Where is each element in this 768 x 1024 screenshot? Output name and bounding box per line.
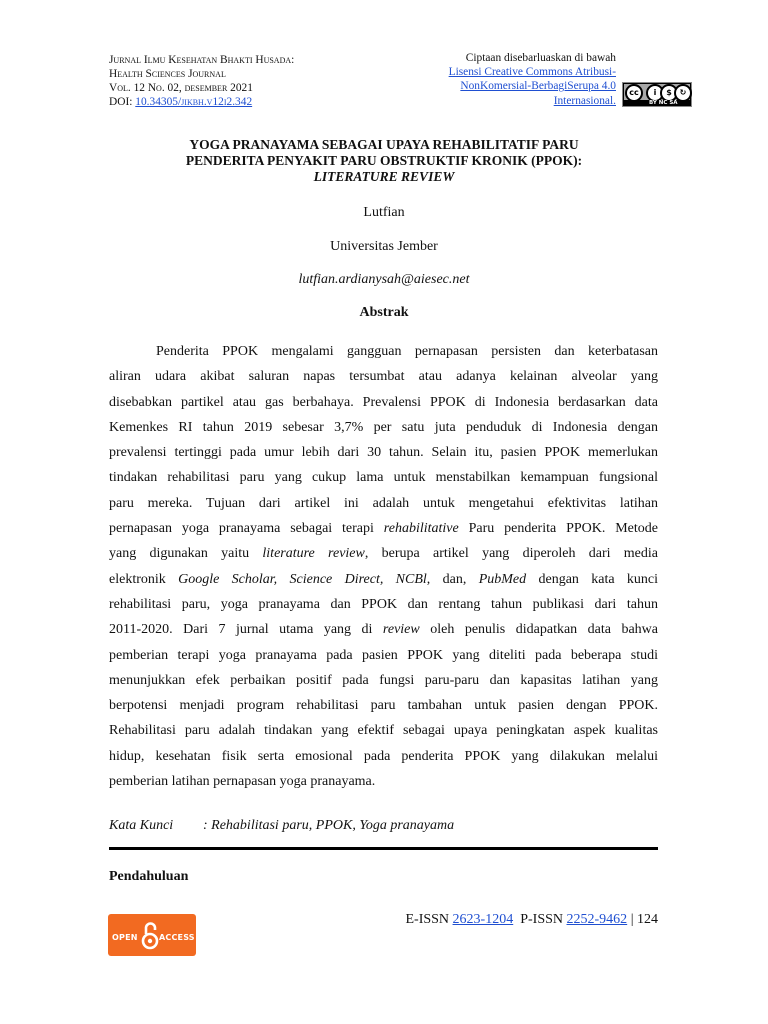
abstract-italic-term: Google Scholar, Science Direct, NCBl <box>178 571 427 587</box>
license-link-line4[interactable]: Internasional. <box>553 94 616 107</box>
abstract-line: tindakan rehabilitasi paru yang cukup lama untuk menstabilkan kemampuan fungsional <box>109 470 658 486</box>
abstract-text: Paru penderita PPOK. Metode <box>458 521 659 537</box>
abstract-line: prevalensi tertinggi pada umur lebih dari 30 tahun. Selain itu, pasien PPOK memerlukan <box>109 445 658 461</box>
author-affiliation: Universitas Jember <box>330 239 438 254</box>
title-line3: LITERATURE REVIEW <box>313 169 455 184</box>
cc-license-badge[interactable] <box>622 82 692 107</box>
doi-line <box>109 95 399 109</box>
abstract-line: rehabilitasi paru, yoga pranayama dan PPOK dan rentang tahun publikasi dari tahun <box>109 596 658 612</box>
license-note <box>376 51 616 108</box>
open-access-text-left: OPEN <box>112 933 138 942</box>
keywords-text: : Rehabilitasi paru, PPOK, Yoga pranayama <box>203 818 455 833</box>
doi-label: DOI: <box>109 96 133 108</box>
abstract-line <box>109 516 658 541</box>
abstract-heading: Abstrak <box>359 305 409 320</box>
open-access-text-right: ACCESS <box>159 933 195 942</box>
abstract-italic-term: PubMed <box>478 571 527 587</box>
abstract-text: 2011-2020. Dari 7 jurnal utama yang di <box>109 622 383 638</box>
title-line1: YOGA PRANAYAMA SEBAGAI UPAYA REHABILITATIF PARU <box>189 137 579 152</box>
author-name: Lutfian <box>363 205 405 220</box>
abstract-text: pernapasan yoga pranayama sebagai terapi <box>109 521 384 537</box>
cc-icon: cc <box>625 84 643 102</box>
abstract-line: Penderita PPOK mengalami gangguan pernapasan persisten dan keterbatasan <box>156 344 658 359</box>
open-lock-icon <box>141 920 159 950</box>
abstract-line: menunjukkan efek perbaikan positif pada fungsi paru-paru dan kapasitas latihan yang <box>109 672 658 688</box>
abstract-line: hidup, kesehatan fisik serta emosional pada penderita PPOK yang dilakukan melalui <box>109 748 658 764</box>
abstract-line: Kemenkes RI tahun 2019 sebesar 3,7% per satu juta penduduk di Indonesia dengan <box>109 419 658 435</box>
abstract-line: aliran udara akibat saluran napas tersumbat atau adanya kelainan alveolar yang <box>109 369 658 385</box>
abstract-line <box>109 541 658 566</box>
abstract-text: , berupa artikel yang diperoleh dari media <box>364 546 658 562</box>
abstract-text: oleh penulis didapatkan data bahwa <box>419 622 659 638</box>
sa-icon: ↻ <box>674 84 692 102</box>
eissn-link[interactable]: 2623-1204 <box>452 912 514 927</box>
abstract-italic-term: rehabilitative <box>383 521 459 537</box>
pissn-link[interactable]: 2252-9462 <box>566 912 628 927</box>
pissn-label: P-ISSN <box>513 912 567 927</box>
abstract-line: pemberian latihan pernapasan yoga pranayama. <box>109 774 376 790</box>
section-divider <box>109 847 658 850</box>
doi-link[interactable]: 10.34305/jikbh.v12i2.342 <box>135 96 253 108</box>
abstract-body <box>109 339 658 794</box>
nc-icon: $ <box>660 84 678 102</box>
abstract-line: berpotensi menjadi program rehabilitasi paru tambahan untuk pasien dengan PPOK. <box>109 698 658 714</box>
keywords-label: Kata Kunci <box>109 818 174 833</box>
abstract-text: , dan, <box>426 571 479 587</box>
abstract-line <box>109 617 658 642</box>
abstract-line: pemberian terapi yoga pranayama pada pasien PPOK yang diteliti pada beberapa studi <box>109 647 658 663</box>
abstract-line <box>109 567 658 592</box>
journal-volume: Vol. 12 No. 02, desember 2021 <box>109 82 253 94</box>
journal-name-line2: Health Sciences Journal <box>109 68 226 80</box>
title-line2: PENDERITA PENYAKIT PARU OBSTRUKTIF KRONIK (PPOK): <box>185 153 583 168</box>
issn-line <box>405 912 658 928</box>
license-link-line2[interactable]: Lisensi Creative Commons Atribusi- <box>448 66 616 79</box>
abstract-line: disebabkan partikel atau gas berbahaya. Prevalensi PPOK di Indonesia berdasarkan data <box>109 394 658 410</box>
author-email: lutfian.ardianysah@aiesec.net <box>298 272 470 287</box>
license-link-line3[interactable]: NonKomersial-BerbagiSerupa 4.0 <box>460 80 616 93</box>
license-line1: Ciptaan disebarluaskan di bawah <box>465 52 616 64</box>
abstract-text: elektronik <box>109 571 179 587</box>
abstract-line: Rehabilitasi paru adalah tindakan yang efektif sebagai upaya peningkatan aspek kualitas <box>109 723 658 739</box>
section-heading: Pendahuluan <box>109 869 189 884</box>
abstract-text: yang digunakan yaitu <box>109 546 263 562</box>
abstract-italic-term: review <box>382 622 420 638</box>
by-icon: i <box>646 84 664 102</box>
journal-header <box>109 53 399 109</box>
abstract-line: paru mereka. Tujuan dari artikel ini adalah untuk mengetahui efektivitas latihan <box>109 495 658 511</box>
abstract-italic-term: literature review <box>262 546 365 562</box>
open-access-logo <box>108 914 196 956</box>
journal-name-line1: Jurnal Ilmu Kesehatan Bhakti Husada: <box>109 54 295 66</box>
keywords <box>109 818 454 834</box>
article-title <box>100 137 668 185</box>
page-number: 124 <box>637 912 658 927</box>
cc-badge-label: BY NC SA <box>649 100 678 106</box>
abstract-text: dengan kata kunci <box>526 571 659 587</box>
page-separator: | <box>627 912 637 927</box>
eissn-label: E-ISSN <box>405 912 453 927</box>
